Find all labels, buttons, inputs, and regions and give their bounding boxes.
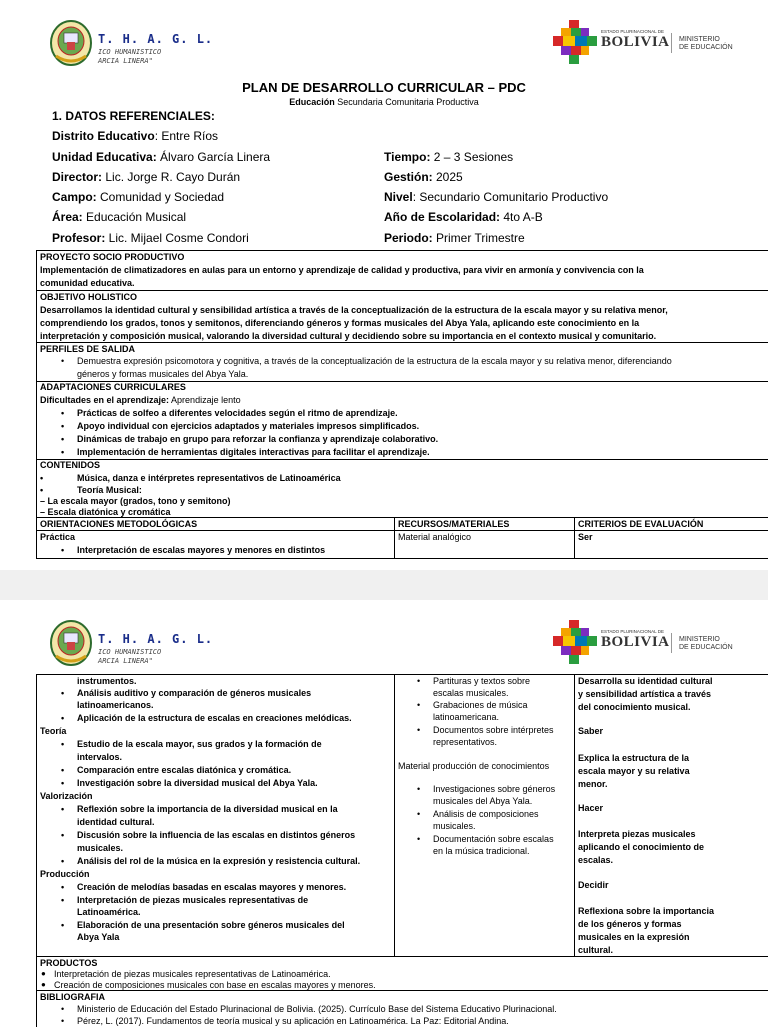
logo-divider (671, 633, 672, 653)
valorizacion-item-2-cont: musicales. (77, 843, 124, 853)
practica-item-2: • Análisis auditivo y comparación de géneros musicales (77, 687, 311, 700)
adaptacion-item-2: • Apoyo individual con ejercicios adaptados y materiales impresos simplificados. (77, 420, 419, 433)
dificultades-line: Dificultades en el aprendizaje: Aprendizaje lento (40, 395, 241, 405)
criterio-hacer-2: aplicando el conocimiento de (578, 842, 705, 852)
pdc-table-page-2 (36, 674, 768, 1027)
gov-small-text: ESTADO PLURINACIONAL DE (601, 29, 665, 34)
field-campo: Campo: Comunidad y Sociedad (52, 190, 225, 204)
gov-country-text: BOLIVIA (601, 34, 670, 50)
field-periodo: Periodo: Primer Trimestre (384, 231, 525, 245)
school-subtitle-2: ARCIA LINERA" (98, 57, 153, 65)
field-tiempo: Tiempo: 2 – 3 Sesiones (384, 150, 514, 164)
school-crest-icon (50, 20, 92, 66)
bolivia-mosaic-icon (553, 20, 597, 64)
criterio-ser-1: Desarrolla su identidad cultural (578, 676, 713, 686)
objetivo-text-2: comprendiendo los grados, tonos y semitonos, diferenciando géneros y formas musicales del Abya Yala, aplicando este conocimiento en la (40, 318, 640, 328)
contenido-line-4: – Escala diatónica y cromática (40, 507, 171, 517)
recurso-item-6: • Documentación sobre escalas (433, 833, 554, 846)
produccion-item-2-cont: Latinoamérica. (77, 907, 141, 917)
teoria-item-3: • Investigación sobre la diversidad musical del Abya Yala. (77, 777, 318, 790)
objetivo-text-3: interpretación y composición musical, valorando la diversidad cultural y decidiendo sobre su importancia en el contexto musical y comunitario. (40, 331, 657, 341)
adaptaciones-heading: ADAPTACIONES CURRICULARES (40, 382, 186, 392)
teoria-label: Teoría (40, 726, 67, 736)
col-header-recursos: RECURSOS/MATERIALES (398, 519, 510, 529)
decidir-label: Decidir (578, 880, 609, 890)
recurso-item-1-cont: escalas musicales. (433, 688, 509, 698)
perfiles-heading: PERFILES DE SALIDA (40, 344, 136, 354)
criterio-hacer-3: escalas. (578, 855, 614, 865)
adaptacion-item-3: • Dinámicas de trabajo en grupo para reforzar la confianza y aprendizaje colaborativo. (77, 433, 438, 446)
document-title: PLAN DE DESARROLLO CURRICULAR – PDC (242, 80, 526, 95)
field-area: Área: Educación Musical (52, 210, 187, 224)
bibliografia-heading: BIBLIOGRAFIA (40, 992, 105, 1002)
school-crest-icon (50, 620, 92, 666)
valorizacion-item-3: • Análisis del rol de la música en la expresión y resistencia cultural. (77, 855, 360, 868)
field-distrito: Distrito Educativo: Entre Ríos (52, 129, 219, 143)
recurso-item-2: • Grabaciones de música (433, 699, 528, 712)
school-header-page-2 (50, 620, 230, 670)
perfiles-text-2: géneros y formas musicales del Abya Yala. (77, 369, 249, 379)
contenido-item-1: • Música, danza e intérpretes representativos de Latinoamérica (40, 473, 341, 483)
practica-item-2-cont: latinoamericanos. (77, 700, 154, 710)
produccion-item-3-cont: Abya Yala (77, 932, 120, 942)
recurso-item-5-cont: musicales. (433, 821, 476, 831)
school-subtitle-1: ICO HUMANISTICO (98, 648, 162, 656)
school-subtitle-2: ARCIA LINERA" (98, 657, 153, 665)
material-analogico-label: Material analógico (398, 532, 472, 542)
objetivo-text-1: Desarrollamos la identidad cultural y sensibilidad artística a través de la conceptualización de la estructura de la escala mayor y su relativa menor, (40, 305, 668, 315)
pdc-table-page-1 (36, 250, 768, 559)
produccion-label: Producción (40, 869, 90, 879)
field-unidad: Unidad Educativa: Álvaro García Linera (52, 150, 271, 164)
gov-small-text: ESTADO PLURINACIONAL DE (601, 629, 665, 634)
criterio-decidir-4: cultural. (578, 945, 614, 955)
recurso-item-4-cont: musicales del Abya Yala. (433, 796, 533, 806)
gov-country-text: BOLIVIA (601, 634, 670, 650)
recurso-item-6-cont: en la música tradicional. (433, 846, 530, 856)
objetivo-heading: OBJETIVO HOLISTICO (40, 292, 138, 302)
saber-label: Saber (578, 726, 604, 736)
teoria-item-2: • Comparación entre escalas diatónica y cromática. (77, 764, 291, 777)
school-header (50, 20, 230, 70)
school-acronym: T. H. A. G. L. (98, 32, 214, 46)
ministry-line-2: DE EDUCACIÓN (679, 644, 733, 651)
document-subtitle: Educación Secundaria Comunitaria Productiva (289, 97, 479, 107)
col-header-criterios: CRITERIOS DE EVALUACIÓN (578, 519, 704, 529)
valorizacion-item-2: • Discusión sobre la influencia de las escalas en distintos géneros (77, 829, 355, 842)
field-gestion: Gestión: 2025 (384, 170, 463, 184)
document-page-2 (0, 600, 768, 1024)
criterio-hacer-1: Interpreta piezas musicales (578, 829, 696, 839)
field-nivel: Nivel: Secundario Comunitario Productivo (384, 190, 609, 204)
logo-divider (671, 33, 672, 53)
practica-item-3: • Aplicación de la estructura de escalas en creaciones melódicas. (77, 712, 352, 725)
criterio-ser-3: del conocimiento musical. (578, 702, 691, 712)
teoria-item-1: • Estudio de la escala mayor, sus grados y la formación de (77, 738, 322, 751)
hacer-label: Hacer (578, 803, 604, 813)
contenido-line-3: – La escala mayor (grados, tono y semitono) (40, 496, 231, 506)
contenidos-heading: CONTENIDOS (40, 460, 101, 470)
criterio-ser-2: y sensibilidad artística a través (578, 689, 712, 699)
bibliografia-item-1: • Ministerio de Educación del Estado Plurinacional de Bolivia. (2025). Currículo Base del Sistema Educativo Plurinacional. (77, 1003, 557, 1016)
criterio-saber-1: Explica la estructura de la (578, 753, 690, 763)
proyecto-heading: PROYECTO SOCIO PRODUCTIVO (40, 252, 185, 262)
ministry-line-1: MINISTERIO (679, 36, 720, 43)
valorizacion-label: Valorización (40, 791, 93, 801)
practica-label: Práctica (40, 532, 76, 542)
criterio-decidir-3: musicales en la expresión (578, 932, 690, 942)
page-gap (0, 570, 768, 600)
criterio-decidir-1: Reflexiona sobre la importancia (578, 906, 715, 916)
material-produccion-label: Material producción de conocimientos (398, 761, 550, 771)
perfiles-text-1: • Demuestra expresión psicomotora y cognitiva, a través de la conceptualización de la estructura de la escala mayor y su relativa menor, diferenciando (77, 355, 672, 368)
ministry-line-2: DE EDUCACIÓN (679, 44, 733, 51)
adaptacion-item-4: • Implementación de herramientas digitales interactivas para facilitar el aprendizaje. (77, 446, 430, 459)
datos-heading: 1. DATOS REFERENCIALES: (52, 109, 215, 123)
school-subtitle-1: ICO HUMANISTICO (98, 48, 162, 56)
teoria-item-1-cont: intervalos. (77, 752, 123, 762)
field-anio: Año de Escolaridad: 4to A-B (384, 210, 543, 224)
recurso-item-2-cont: latinoamericana. (433, 712, 500, 722)
recurso-item-4: • Investigaciones sobre géneros (433, 783, 555, 796)
field-profesor: Profesor: Lic. Mijael Cosme Condori (52, 231, 249, 245)
practica-item-1-cont: instrumentos. (77, 676, 137, 686)
producto-item-1: ● Interpretación de piezas musicales representativas de Latinoamérica. (54, 968, 331, 981)
col-header-orientaciones: ORIENTACIONES METODOLÓGICAS (40, 519, 198, 529)
government-logo-page-2 (553, 620, 743, 665)
government-logo (553, 20, 743, 65)
field-director: Director: Lic. Jorge R. Cayo Durán (52, 170, 241, 184)
producto-item-2: ● Creación de composiciones musicales con base en escalas mayores y menores. (54, 979, 376, 992)
proyecto-text-2: comunidad educativa. (40, 278, 135, 288)
ministry-line-1: MINISTERIO (679, 636, 720, 643)
contenido-item-2: • Teoría Musical: (40, 485, 142, 495)
recurso-item-3-cont: representativos. (433, 737, 498, 747)
productos-heading: PRODUCTOS (40, 958, 98, 968)
produccion-item-2: • Interpretación de piezas musicales representativas de (77, 894, 308, 907)
bolivia-mosaic-icon (553, 620, 597, 664)
recurso-item-5: • Análisis de composiciones (433, 808, 539, 821)
produccion-item-1: • Creación de melodías basadas en escalas mayores y menores. (77, 881, 346, 894)
valorizacion-item-1-cont: identidad cultural. (77, 817, 155, 827)
criterio-saber-3: menor. (578, 779, 608, 789)
recurso-item-3: • Documentos sobre intérpretes (433, 724, 554, 737)
recurso-item-1: • Partituras y textos sobre (433, 675, 530, 688)
practica-item-1: • Interpretación de escalas mayores y menores en distintos (77, 544, 325, 557)
proyecto-text-1: Implementación de climatizadores en aulas para un entorno y aprendizaje de calidad y productiva, para vivir en armonía y convivencia con la (40, 265, 644, 275)
criterio-saber-2: escala mayor y su relativa (578, 766, 690, 776)
valorizacion-item-1: • Reflexión sobre la importancia de la diversidad musical en la (77, 803, 338, 816)
adaptacion-item-1: • Prácticas de solfeo a diferentes velocidades según el ritmo de aprendizaje. (77, 407, 398, 420)
criterio-decidir-2: de los géneros y formas (578, 919, 682, 929)
bibliografia-item-2: • Pérez, L. (2017). Fundamentos de teoría musical y su aplicación en Latinoamérica. La Paz: Editorial Andina. (77, 1015, 509, 1028)
produccion-item-3: • Elaboración de una presentación sobre géneros musicales del (77, 919, 345, 932)
ser-label: Ser (578, 532, 593, 542)
school-acronym: T. H. A. G. L. (98, 632, 214, 646)
